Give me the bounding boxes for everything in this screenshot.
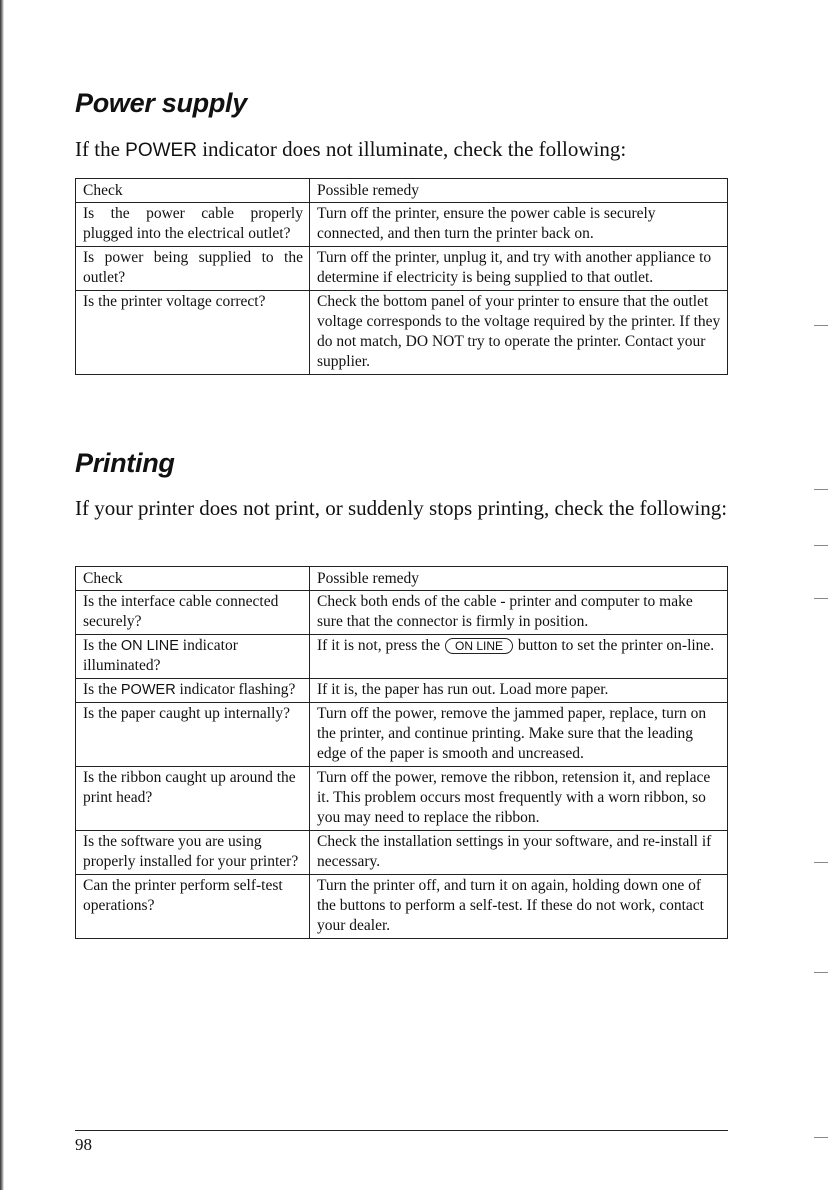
check-cell: Is the paper caught up internally? — [76, 703, 310, 767]
binding-edge-shadow — [0, 0, 4, 1190]
check-cell: Is the power cable properly plugged into the electrical outlet? — [76, 203, 310, 247]
table-header-row — [76, 567, 728, 591]
check-cell: Is the POWER indicator flashing? — [76, 679, 310, 703]
table-row — [76, 203, 728, 247]
table-row — [76, 703, 728, 767]
remedy-cell: If it is, the paper has run out. Load more paper. — [310, 679, 728, 703]
remedy-cell: Check the bottom panel of your printer to ensure that the outlet voltage corresponds to the voltage required by the printer. If they do not match, DO NOT try to operate the printer. Contact your supplier. — [310, 291, 728, 375]
check-cell: Can the printer perform self-test operations? — [76, 875, 310, 939]
column-header-remedy: Possible remedy — [310, 179, 728, 203]
remedy-cell: Turn the printer off, and turn it on again, holding down one of the buttons to perform a self-test. If these do not work, contact your dealer. — [310, 875, 728, 939]
page-number: 98 — [75, 1135, 92, 1154]
check-cell: Is the interface cable connected securely? — [76, 591, 310, 635]
printing-table — [75, 566, 728, 939]
table-row — [76, 591, 728, 635]
table-row — [76, 767, 728, 831]
section-title-power-supply: Power supply — [75, 88, 247, 118]
column-header-check: Check — [76, 179, 310, 203]
remedy-cell: Check both ends of the cable - printer and computer to make sure that the connector is firmly in position. — [310, 591, 728, 635]
table-row — [76, 291, 728, 375]
power-indicator-term: POWER — [120, 682, 176, 698]
table-row — [76, 635, 728, 679]
remedy-cell: Turn off the printer, unplug it, and try with another appliance to determine if electricity is being supplied to that outlet. — [310, 247, 728, 291]
footer-rule — [75, 1130, 728, 1131]
section-title-printing: Printing — [75, 448, 175, 478]
section-intro-printing: If your printer does not print, or suddenly stops printing, check the following: — [75, 496, 728, 520]
check-cell: Is the ON LINE indicator illuminated? — [76, 635, 310, 679]
margin-scan-marks — [800, 0, 840, 1190]
remedy-cell: Check the installation settings in your software, and re-install if necessary. — [310, 831, 728, 875]
table-row — [76, 875, 728, 939]
online-indicator-term: ON LINE — [120, 638, 179, 654]
table-row — [76, 831, 728, 875]
column-header-check: Check — [76, 567, 310, 591]
table-header-row — [76, 179, 728, 203]
remedy-cell: Turn off the power, remove the jammed paper, replace, turn on the printer, and continue printing. Make sure that the leading edge of the paper is smooth and uncreased. — [310, 703, 728, 767]
column-header-remedy: Possible remedy — [310, 567, 728, 591]
remedy-cell: If it is not, press the ON LINE button to set the printer on-line. — [310, 635, 728, 679]
check-cell: Is power being supplied to the outlet? — [76, 247, 310, 291]
check-cell: Is the software you are using properly installed for your printer? — [76, 831, 310, 875]
table-row — [76, 679, 728, 703]
remedy-cell: Turn off the power, remove the ribbon, retension it, and replace it. This problem occurs most frequently with a worn ribbon, so you may need to replace the ribbon. — [310, 767, 728, 831]
check-cell: Is the ribbon caught up around the print head? — [76, 767, 310, 831]
online-key-symbol: ON LINE — [445, 638, 513, 654]
power-indicator-term: POWER — [125, 140, 197, 161]
power-supply-table — [75, 178, 728, 375]
remedy-cell: Turn off the printer, ensure the power cable is securely connected, and then turn the printer back on. — [310, 203, 728, 247]
check-cell: Is the printer voltage correct? — [76, 291, 310, 375]
table-row — [76, 247, 728, 291]
section-intro-power-supply: If the POWER indicator does not illuminate, check the following: — [75, 137, 627, 161]
